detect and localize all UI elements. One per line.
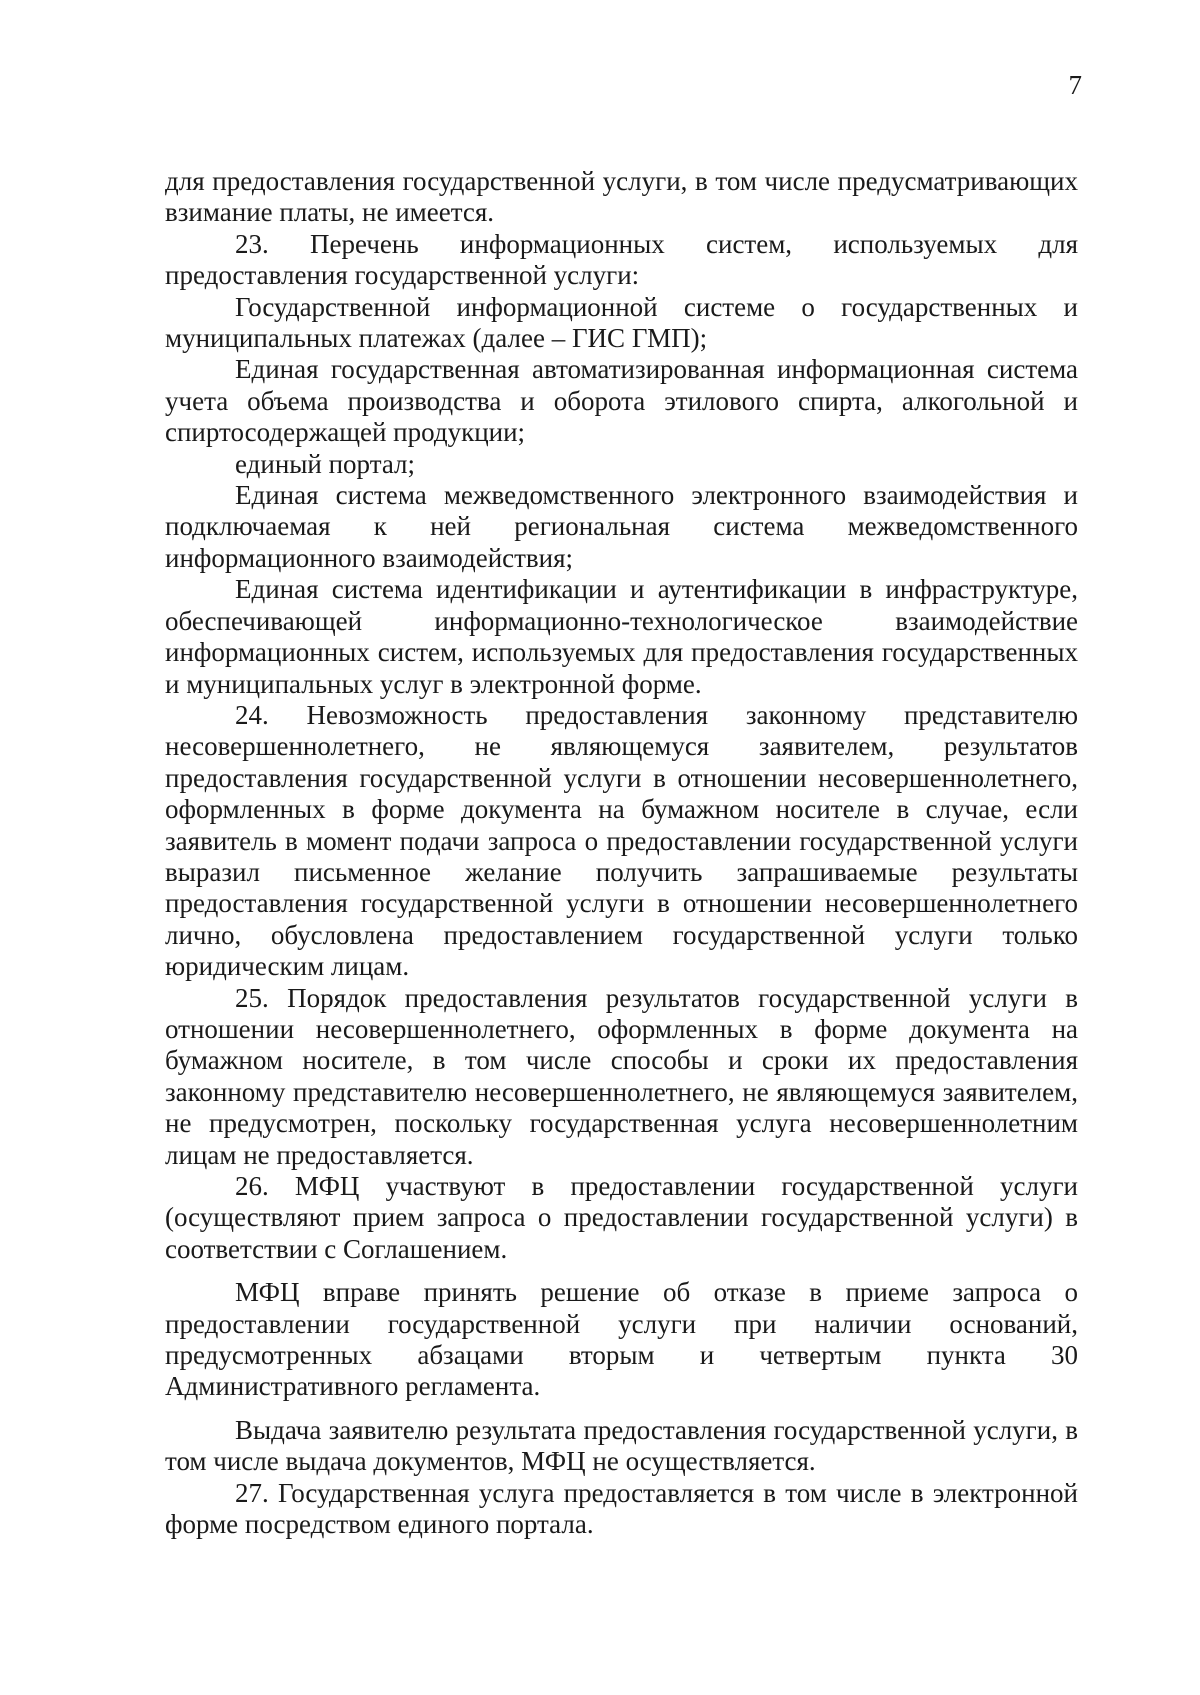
paragraph-item-25: 25. Порядок предоставления результатов государственной услуги в отношении несовершеннолетнего, оформленных в форме документа на бумажном носителе, в том числе способы и сроки их предоставления законному представителю несовершеннолетнего, не являющемуся заявителем, не предусмотрен, поскольку государственная услуга несовершеннолетним лицам не предоставляется. bbox=[165, 982, 1078, 1170]
paragraph-single-portal: единый портал; bbox=[235, 448, 416, 479]
paragraph-gis-gmp: Государственной информационной системе о государственных и муниципальных платежах (далее – ГИС ГМП); bbox=[165, 291, 1078, 354]
document-body bbox=[165, 166, 1078, 1540]
paragraph-mfc-issuance: Выдача заявителю результата предоставления государственной услуги, в том числе выдача документов, МФЦ не осуществляется. bbox=[165, 1414, 1078, 1477]
paragraph-mfc-refusal: МФЦ вправе принять решение об отказе в приеме запроса о предоставлении государственной услуги при наличии оснований, предусмотренных абзацами вторым и четвертым пункта 30 Административного регламента. bbox=[165, 1277, 1078, 1402]
paragraph-item-27: 27. Государственная услуга предоставляется в том числе в электронной форме посредством единого портала. bbox=[165, 1477, 1078, 1540]
paragraph-smev: Единая система межведомственного электронного взаимодействия и подключаемая к ней региональная система межведомственного информационного взаимодействия; bbox=[165, 480, 1078, 573]
paragraph-egais: Единая государственная автоматизированная информационная система учета объема производства и оборота этилового спирта, алкогольной и спиртосодержащей продукции; bbox=[165, 354, 1078, 448]
paragraph-esia: Единая система идентификации и аутентификации в инфраструктуре, обеспечивающей информационно-технологическое взаимодействие информационных систем, используемых для предоставления государственных и муниципальных услуг в электронной форме. bbox=[165, 574, 1078, 699]
paragraph-item-24: 24. Невозможность предоставления законному представителю несовершеннолетнего, не являющемуся заявителем, результатов предоставления государственной услуги в отношении несовершеннолетнего, оформленных в форме документа на бумажном носителе в случае, если заявитель в момент подачи запроса о предоставлении государственной услуги выразил письменное желание получить запрашиваемые результаты предоставления государственной услуги в отношении несовершеннолетнего лично, обусловлена предоставлением государственной услуги только юридическим лицам. bbox=[165, 699, 1078, 982]
paragraph-item-26: 26. МФЦ участвуют в предоставлении государственной услуги (осуществляют прием запроса о предоставлении государственной услуги) в соответствии с Соглашением. bbox=[165, 1171, 1078, 1264]
page-number: 7 bbox=[1068, 70, 1082, 100]
paragraph-item-23: 23. Перечень информационных систем, используемых для предоставления государственной услуги: bbox=[165, 228, 1078, 291]
paragraph-continuation: для предоставления государственной услуги, в том числе предусматривающих взимание платы, не имеется. bbox=[165, 166, 1078, 228]
